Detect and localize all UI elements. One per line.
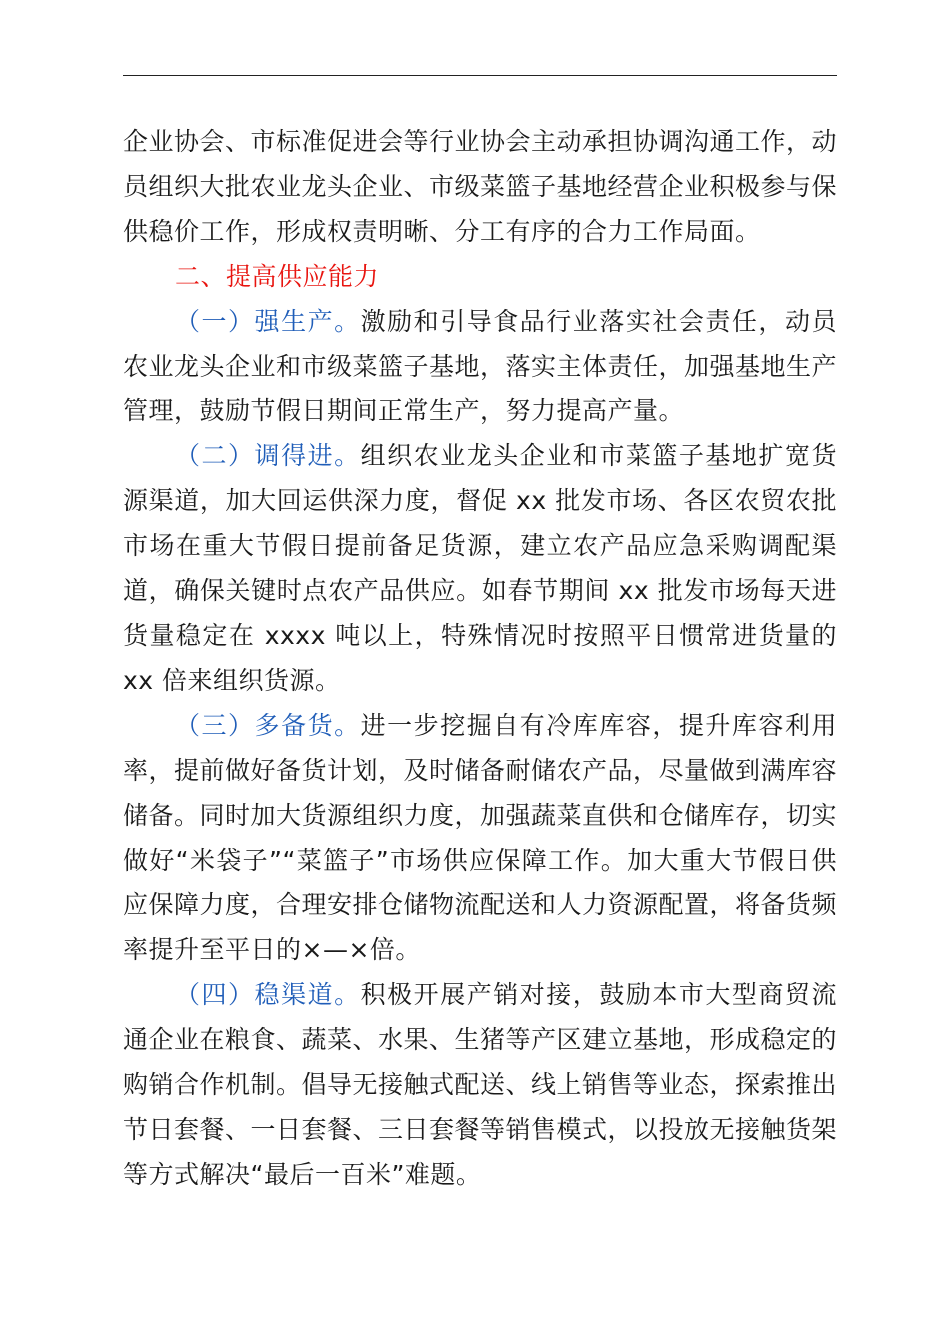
item-heading: （三）多备货。	[175, 710, 361, 740]
paragraph-item-3	[123, 704, 837, 973]
paragraph-item-4	[123, 973, 837, 1198]
item-heading: （一）强生产。	[175, 306, 361, 336]
item-body: 激励和引导食品行业落实社会责任，动员农业龙头企业和市级菜篮子基地，落实主体责任，加强基地生产管理，鼓励节假日期间正常生产，努力提高产量。	[123, 306, 838, 426]
item-heading: （四）稳渠道。	[175, 980, 361, 1010]
paragraph-text: 企业协会、市标准促进会等行业协会主动承担协调沟通工作，动员组织大批农业龙头企业、市级菜篮子基地经营企业积极参与保供稳价工作，形成权责明晰、分工有序的合力工作局面。	[123, 127, 838, 246]
item-body: 组织农业龙头企业和市菜篮子基地扩宽货源渠道，加大回运供深力度，督促 xx 批发市场、各区农贸农批市场在重大节假日提前备足货源，建立农产品应急采购调配渠道，确保关键时点农产品供应。如春节期间 xx 批发市场每天进货量稳定在 xxxx 吨以上，特殊情况时按照平日惯常进货量的 xx 倍来组织货源。	[123, 441, 837, 695]
section-heading	[123, 255, 837, 300]
paragraph-item-2	[123, 434, 837, 703]
paragraph-continuation	[123, 120, 837, 255]
item-body: 进一步挖掘自有冷库库容，提升库容利用率，提前做好备货计划，及时储备耐储农产品，尽量做到满库容储备。同时加大货源组织力度，加强蔬菜直供和仓储库存，切实做好“米袋子”“菜篮子”市场供应保障工作。加大重大节假日供应保障力度，合理安排仓储物流配送和人力资源配置，将备货频率提升至平日的×—×倍。	[123, 710, 838, 965]
document-body	[123, 120, 837, 1198]
item-body: 积极开展产销对接，鼓励本市大型商贸流通企业在粮食、蔬菜、水果、生猪等产区建立基地，形成稳定的购销合作机制。倡导无接触式配送、线上销售等业态，探索推出节日套餐、一日套餐、三日套餐等销售模式，以投放无接触货架等方式解决“最后一百米”难题。	[123, 980, 838, 1189]
section-heading-text: 二、提高供应能力	[175, 261, 380, 291]
header-rule	[123, 75, 837, 76]
paragraph-item-1	[123, 300, 837, 435]
item-heading: （二）调得进。	[175, 441, 361, 471]
